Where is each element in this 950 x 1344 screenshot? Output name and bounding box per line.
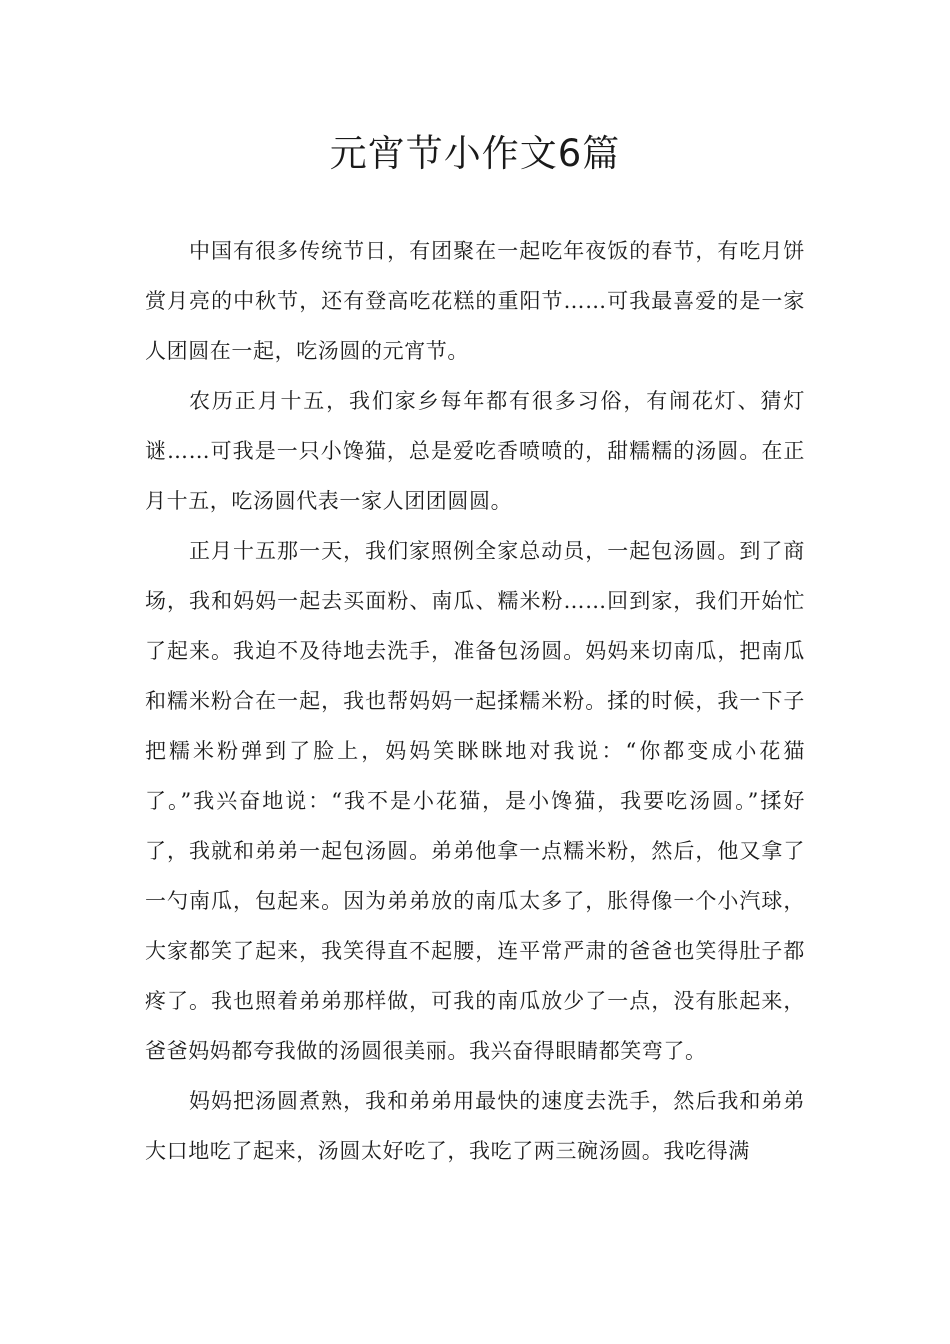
paragraph-1: 中国有很多传统节日，有团聚在一起吃年夜饭的春节，有吃月饼赏月亮的中秋节，还有登高吃花糕的重阳节……可我最喜爱的是一家人团圆在一起，吃汤圆的元宵节。	[145, 239, 805, 363]
paragraph-2: 农历正月十五，我们家乡每年都有很多习俗，有闹花灯、猜灯谜……可我是一只小馋猫，总是爱吃香喷喷的，甜糯糯的汤圆。在正月十五，吃汤圆代表一家人团团圆圆。	[145, 389, 805, 513]
paragraph-3: 正月十五那一天，我们家照例全家总动员，一起包汤圆。到了商场，我和妈妈一起去买面粉、南瓜、糯米粉……回到家，我们开始忙了起来。我迫不及待地去洗手，准备包汤圆。妈妈来切南瓜，把南瓜和糯米粉合在一起，我也帮妈妈一起揉糯米粉。揉的时候，我一下子把糯米粉弹到了脸上，妈妈笑眯眯地对我说：“你都变成小花猫了。”我兴奋地说：“我不是小花猫，是小馋猫，我要吃汤圆。”揉好了，我就和弟弟一起包汤圆。弟弟他拿一点糯米粉，然后，他又拿了一勺南瓜，包起来。因为弟弟放的南瓜太多了，胀得像一个小汽球，大家都笑了起来，我笑得直不起腰，连平常严肃的爸爸也笑得肚子都疼了。我也照着弟弟那样做，可我的南瓜放少了一点，没有胀起来，爸爸妈妈都夸我做的汤圆很美丽。我兴奋得眼睛都笑弯了。	[145, 539, 805, 1063]
paragraph-4: 妈妈把汤圆煮熟，我和弟弟用最快的速度去洗手，然后我和弟弟大口地吃了起来，汤圆太好吃了，我吃了两三碗汤圆。我吃得满	[145, 1089, 805, 1163]
document-title: 元宵节小作文6篇	[329, 132, 621, 175]
document-body	[145, 226, 805, 1176]
